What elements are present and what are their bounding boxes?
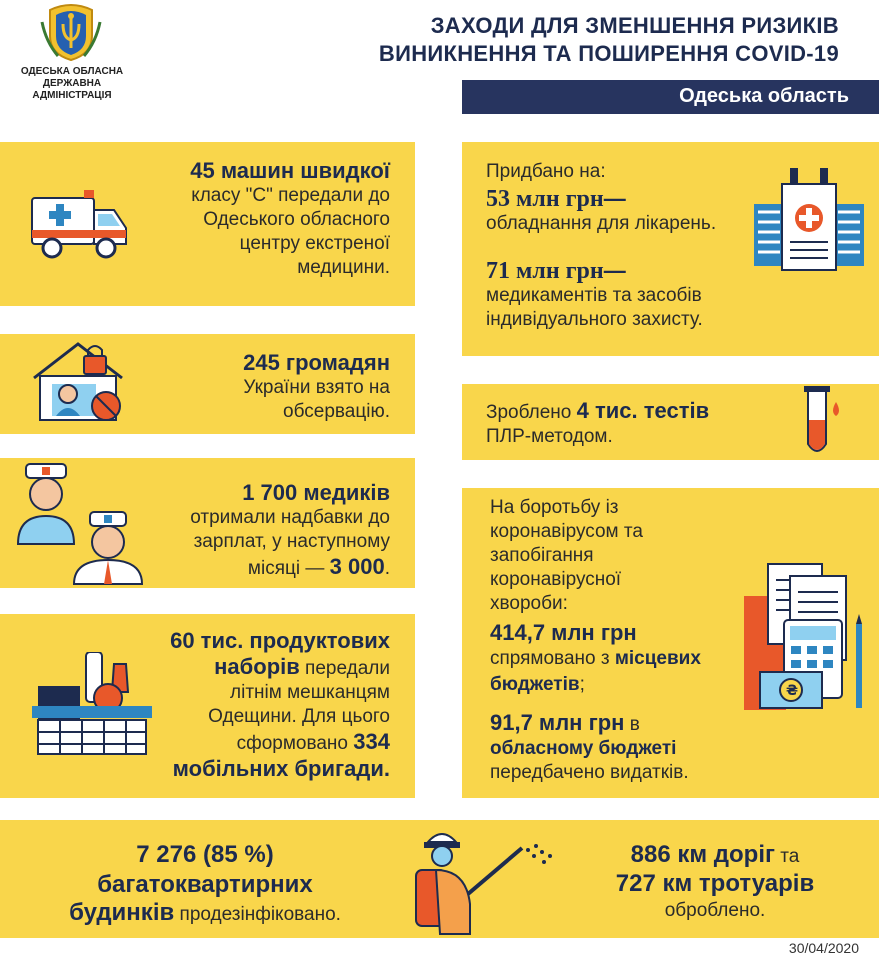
dash: — (603, 258, 626, 283)
medics-card (0, 458, 415, 588)
budget-text: коронавірусної (490, 569, 622, 590)
roads-processed: оброблено. (664, 900, 766, 921)
purchased-card (462, 142, 879, 356)
title-line: ЗАХОДИ ДЛЯ ЗМЕНШЕННЯ РИЗИКІВ (430, 13, 839, 38)
disinfection-text: продезінфіковано. (174, 904, 341, 925)
tests-text (486, 398, 786, 425)
bottom-card (0, 820, 879, 938)
purchased-row (486, 258, 776, 284)
food-brigades-label: мобільних бригади. (172, 756, 390, 781)
disinfection-buildings: багатоквартирних (97, 871, 313, 898)
calculator-documents-icon (734, 560, 874, 721)
page-title (239, 12, 839, 68)
budget-amount-2: 91,7 млн грн (490, 710, 625, 735)
date-label: 30/04/2020 (788, 940, 859, 956)
ambulance-card (0, 142, 415, 306)
medics-text (130, 554, 390, 581)
budget-in: в (624, 714, 640, 735)
title-line: ВИНИКНЕННЯ ТА ПОШИРЕННЯ COVID-19 (378, 41, 839, 66)
budget-semicolon: ; (579, 674, 585, 695)
observation-card (0, 334, 415, 434)
medics-text: отримали надбавки до (190, 507, 390, 528)
food-text (100, 654, 390, 681)
budget-card (462, 488, 879, 798)
food-brigades-count: 334 (353, 729, 390, 754)
medics-bonus-value: 3 000 (329, 554, 385, 579)
roads-and: та (775, 846, 800, 867)
ambulance-headline: 45 машин швидкої (190, 158, 390, 183)
budget-amount-1: 414,7 млн грн (490, 620, 637, 645)
test-tube-icon (796, 384, 846, 465)
budget-from: спрямовано з (490, 648, 615, 669)
budget-text: коронавірусом та (490, 521, 643, 542)
food-sets-label: наборів (214, 654, 300, 679)
budget-text: запобігання (490, 545, 594, 566)
tests-card (462, 384, 879, 460)
org-line: ДЕРЖАВНА (42, 78, 102, 89)
ambulance-text: медицини. (297, 257, 390, 278)
purchased-amount-2: 71 млн грн (486, 258, 604, 284)
budget-text: На боротьбу із (490, 497, 619, 518)
ambulance-icon (28, 188, 130, 273)
food-text: літнім мешканцям (230, 682, 390, 703)
disinfection-worker-icon (410, 824, 560, 941)
hospital-icon (754, 166, 864, 281)
purchased-desc-2: медикаментів та засобів (486, 285, 702, 306)
food-text (100, 729, 390, 756)
medics-headline: 1 700 медиків (242, 480, 390, 505)
budget-local-budgets: бюджетів (490, 674, 580, 695)
purchased-amount-1: 53 млн грн (486, 186, 604, 212)
tests-method: ПЛР-методом. (486, 426, 613, 447)
purchased-intro: Придбано на: (486, 161, 606, 182)
budget-text (490, 672, 750, 698)
org-name (20, 66, 124, 102)
food-card (0, 614, 415, 798)
svg-text:₴: ₴ (786, 683, 799, 699)
medics-month: місяці — (247, 558, 330, 579)
budget-local: місцевих (614, 648, 701, 669)
budget-text: хвороби: (490, 593, 568, 614)
roads-value: 886 км доріг (630, 841, 776, 868)
sidewalks-value: 727 км тротуарів (615, 870, 815, 897)
budget-text: передбачено видатків. (490, 762, 689, 783)
medics-text: зарплат, у наступному (193, 531, 390, 552)
purchased-desc-1: обладнання для лікарень. (486, 213, 717, 234)
roads-row (580, 842, 850, 869)
dash: — (603, 186, 626, 211)
purchased-row (486, 186, 776, 212)
budget-text (490, 646, 750, 672)
ambulance-text: класу "С" передали до (191, 185, 390, 206)
ambulance-text: Одеського обласного (203, 209, 390, 230)
disinfection-row (20, 900, 390, 927)
food-formed-text: сформовано (236, 733, 354, 754)
food-headline: 60 тис. продуктових (170, 628, 390, 653)
quarantine-house-icon (28, 336, 132, 437)
purchased-desc-2: індивідуального захисту. (486, 309, 703, 330)
observation-text: обсервацію. (283, 401, 390, 422)
ambulance-text: центру екстреної (239, 233, 390, 254)
disinfection-houses: будинків (69, 899, 175, 926)
budget-row (490, 710, 750, 737)
budget-regional: обласному бюджеті (490, 738, 677, 759)
org-line: ОДЕСЬКА ОБЛАСНА (20, 66, 124, 77)
tests-count: 4 тис. тестів (576, 398, 710, 423)
observation-text: України взято на (243, 377, 390, 398)
tests-pre: Зроблено (486, 402, 577, 423)
region-banner: Одеська область (462, 80, 879, 114)
medics-period: . (384, 558, 390, 579)
coat-of-arms-icon (38, 2, 104, 62)
food-text: Одещини. Для цього (208, 706, 390, 727)
observation-headline: 245 громадян (243, 350, 390, 375)
org-line: АДМІНІСТРАЦІЯ (32, 90, 112, 101)
disinfection-count: 7 276 (85 %) (136, 841, 274, 868)
food-sets-text: передали (299, 658, 390, 679)
